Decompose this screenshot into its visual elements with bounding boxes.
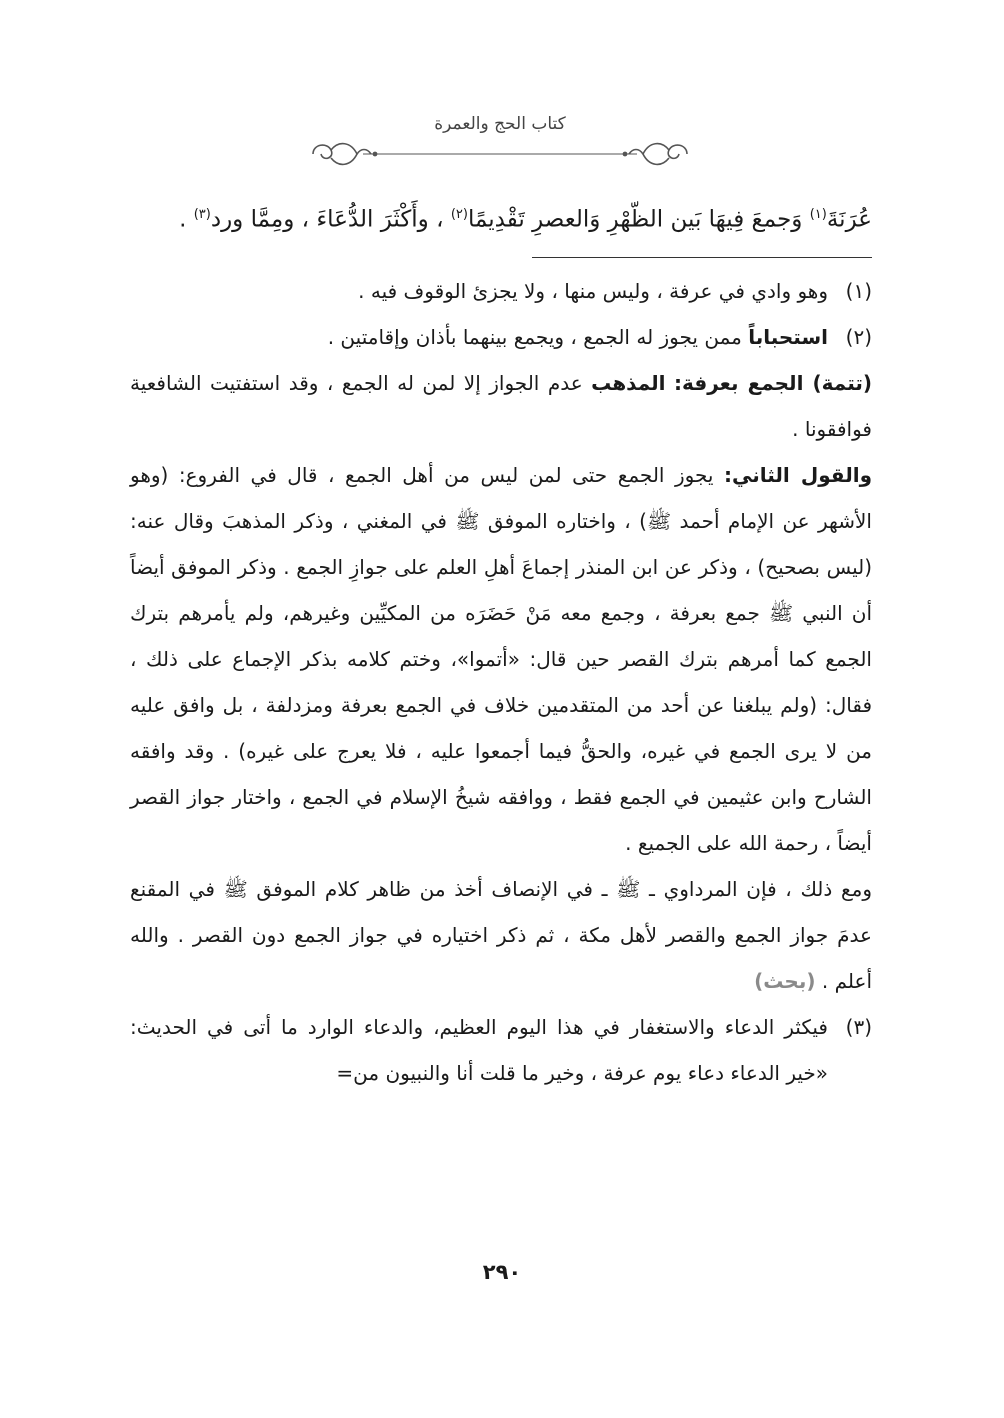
footnote-2 xyxy=(130,314,872,360)
footnote-ref[interactable]: (١) xyxy=(809,207,827,222)
madhhab-label: المذهب xyxy=(591,370,666,395)
matn-segment: . xyxy=(179,206,194,233)
matn-segment: عُرَنَةَ xyxy=(826,206,872,233)
second-opinion-label: والقول الثاني: xyxy=(724,462,872,487)
mardawi-text: ومع ذلك ، فإن المرداوي ـ ﷺ ـ في الإنصاف أخذ من ظاهر كلام الموفق ﷺ في المقنع عدمَ جواز الجمع والقصر لأهل مكة ، ثم ذكر اختياره في جواز الجمع دون القصر . والله أعلم . xyxy=(130,876,872,993)
matn-text xyxy=(130,192,872,243)
header-ornament xyxy=(305,134,695,174)
tatimma-heading: (تتمة) الجمع بعرفة: xyxy=(674,370,873,395)
page-number: ٢٩٠ xyxy=(482,1260,522,1284)
running-header xyxy=(305,106,695,176)
mardawi-paragraph xyxy=(130,866,872,1004)
footnote-3 xyxy=(130,1004,872,1096)
footnote-text: فيكثر الدعاء والاستغفار في هذا اليوم العظيم، والدعاء الوارد ما أتى في الحديث: «خير الدعاء دعاء يوم عرفة ، وخير ما قلت أنا والنبيون من= xyxy=(130,1014,828,1085)
footnote-ref[interactable]: (٣) xyxy=(193,207,211,222)
page-body xyxy=(130,192,872,1096)
footnote-number: (٣) xyxy=(845,1014,872,1039)
footnote-bold: استحباباً xyxy=(748,324,828,349)
footnote-text: ممن يجوز له الجمع ، ويجمع بينهما بأذان وإقامتين . xyxy=(327,324,749,349)
matn-segment: ، وأَكْثَرَ الدُّعَاءَ ، ومِمَّا ورد xyxy=(210,206,451,233)
tatimma-gap xyxy=(666,371,675,395)
footnote-body xyxy=(130,314,828,360)
tatimma-paragraph xyxy=(130,360,872,452)
footnote-separator xyxy=(532,257,872,258)
second-opinion-paragraph xyxy=(130,452,872,866)
footnote-number: (٢) xyxy=(845,324,872,349)
footnote-ref[interactable]: (٢) xyxy=(450,207,468,222)
footnote-1 xyxy=(130,268,872,314)
second-opinion-text: يجوز الجمع حتى لمن ليس من أهل الجمع ، قال في الفروع: (وهو الأشهر عن الإمام أحمد ﷺ) ، واختاره الموفق ﷺ في المغني ، وذكر المذهبَ وقال عنه: (ليس بصحيح) ، وذكر عن ابن المنذر إجماعَ أهلِ العلم على جوازِ الجمع . وذكر الموفق أيضاً أن النبي ﷺ جمع بعرفة ، وجمع معه مَنْ حَضَرَه من المكيِّين وغيرهم، ولم يأمرهم بترك الجمع كما أمرهم بترك القصر حين قال: «أتموا»، وختم كلامه بذكر الإجماع على ذلك ، فقال: (ولم يبلغنا عن أحد من المتقدمين خلاف في الجمع بعرفة ومزدلفة ، بل وافق عليه من لا يرى الجمع في غيره، والحقُّ فيما أجمعوا عليه ، فلا يعرج على غيره) . وقد وافقه الشارح وابن عثيمين في الجمع فقط ، ووافقه شيخُ الإسلام في الجمع ، واختار جواز القصر أيضاً ، رحمة الله على الجميع . xyxy=(130,462,872,855)
footnote-number: (١) xyxy=(845,278,872,303)
header-title: كتاب الحج والعمرة xyxy=(434,114,566,134)
research-tag: (بحث) xyxy=(754,968,816,993)
footnote-text: وهو وادي في عرفة ، وليس منها ، ولا يجزئ الوقوف فيه . xyxy=(358,278,828,303)
tatimma-text: عدم الجواز إلا لمن له الجمع ، وقد استفتيت الشافعية فوافقونا . xyxy=(130,370,872,441)
matn-segment: وَجمعَ فِيهَا بَين الظّهْرِ وَالعصرِ تَقْدِيمًا xyxy=(467,206,810,233)
